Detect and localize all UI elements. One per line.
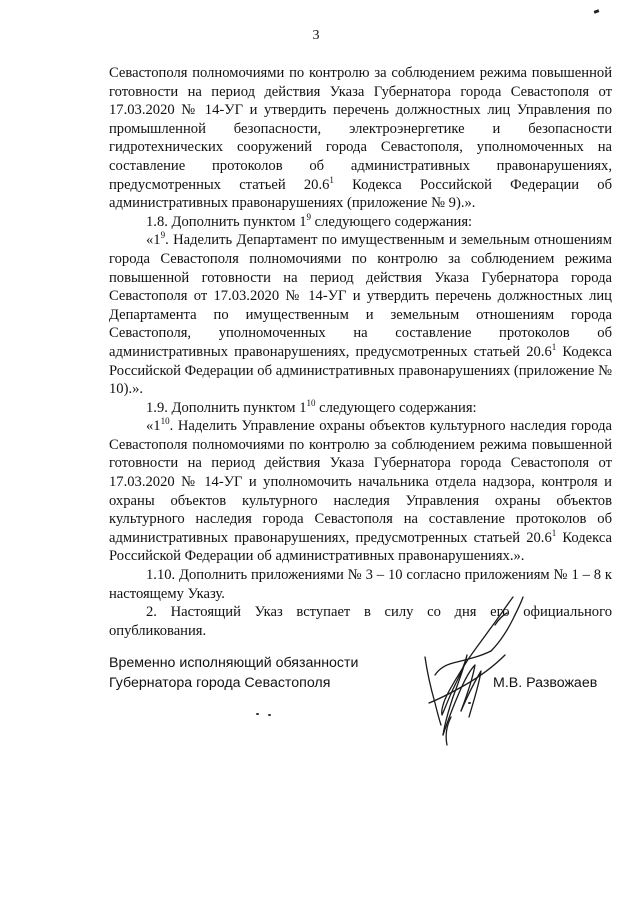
text-run: «1 <box>146 418 161 435</box>
superscript: 1 <box>551 341 557 352</box>
signatory-position-line-1: Временно исполняющий обязанности <box>109 655 359 671</box>
text-run: 1.10. Дополнить приложениями № 3 – 10 согласно приложениям № 1 – 8 к настоящему Указу. <box>109 567 612 602</box>
paragraph-1-9-quote <box>109 417 612 566</box>
superscript: 10 <box>306 397 316 408</box>
paragraph-1-9 <box>109 399 612 418</box>
text-run: Кодекса Российской Федерации об административных правонарушениях (приложение № 10).». <box>109 343 612 398</box>
signatory-position-line-2: Губернатора города Севастополя <box>109 675 331 691</box>
text-run: «1 <box>146 232 161 249</box>
signatory-position <box>109 653 409 693</box>
text-run: 1.8. Дополнить пунктом 1 <box>146 213 307 230</box>
text-run: следующего содержания: <box>311 213 473 230</box>
superscript: 1 <box>329 174 334 185</box>
superscript: 9 <box>306 211 311 222</box>
scan-mark <box>594 9 600 14</box>
signatory-name: М.В. Развожаев <box>493 675 598 691</box>
scan-speck <box>268 714 271 716</box>
decree-body <box>109 64 612 640</box>
handwritten-signature <box>395 585 555 755</box>
text-run: 2. Настоящий Указ вступает в силу со дня его официального опубликования. <box>109 604 612 639</box>
text-run: 1.9. Дополнить пунктом 1 <box>146 399 307 416</box>
paragraph-1-8-quote <box>109 231 612 398</box>
scan-speck <box>256 713 259 715</box>
paragraph-1-8 <box>109 213 612 232</box>
superscript: 1 <box>551 527 557 538</box>
paragraph-continuation <box>109 64 612 213</box>
text-run: Кодекса Российской Федерации об административных правонарушениях (приложение № 9).». <box>109 176 612 212</box>
text-run: Севастополя полномочиями по контролю за соблюдением режима повышенной готовности на период действия Указа Губернатора города Севастополя от 17.03.2020 № 14-УГ и утвердить перечень должностных лиц Управления по промышленной безопасности, электроэнергетике и безопасности гидротехнических сооружений города Севастополя, уполномоченных на составление протоколов об административных правонарушениях, предусмотренных статьей 20.6 <box>109 65 612 193</box>
text-run: Кодекса Российской Федерации об административных правонарушениях.». <box>109 529 612 565</box>
text-run: . Наделить Управление охраны объектов культурного наследия города Севастополя полномочиями по контролю за соблюдением режима повышенной готовности на период действия Указа Губернатора города Севастополя от 17.03.2020 № 14-УГ и уполномочить начальника отдела надзора, контроля и охраны объектов культурного наследия Управления охраны объектов культурного наследия города Севастополя на составление протоколов об административных правонарушениях, предусмотренных статьей 20.6 <box>109 418 612 546</box>
page-number: 3 <box>312 28 320 43</box>
scan-speck <box>468 702 471 704</box>
superscript: 9 <box>160 230 166 241</box>
superscript: 10 <box>160 416 170 427</box>
text-run: следующего содержания: <box>315 399 477 416</box>
text-run: . Наделить Департамент по имущественным и земельным отношениям города Севастополя полномочиями по контролю за соблюдением режима повышенной готовности на период действия Указа Губернатора города Севастополя от 17.03.2020 № 14-УГ и утвердить перечень должностных лиц Департамента по имущественным и земельным отношениям города Севастополя, уполномоченных на составление протоколов об административных правонарушениях, предусмотренных статьей 20.6 <box>109 232 612 360</box>
